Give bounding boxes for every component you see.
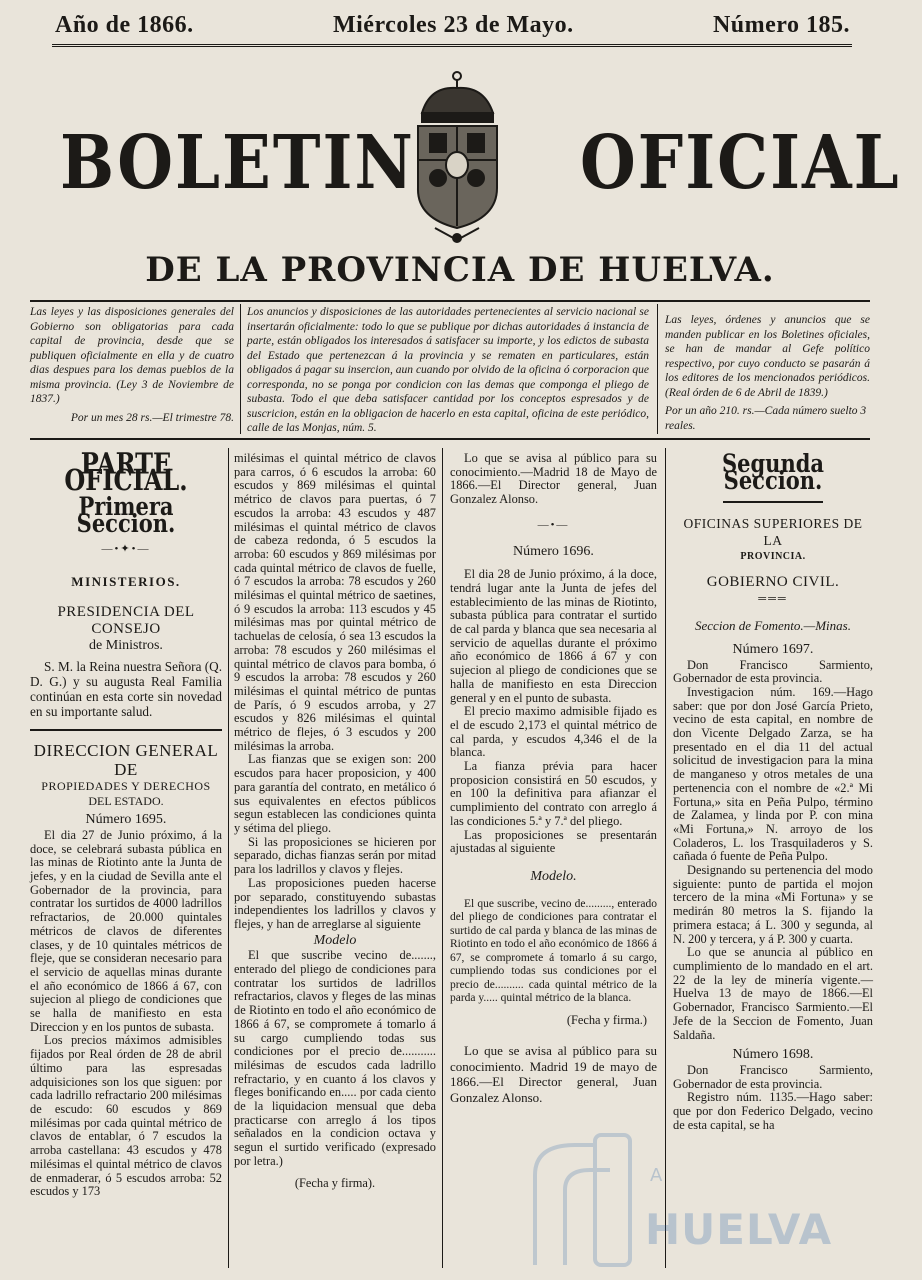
oficinas-heading: OFICINAS SUPERIORES DE LA — [683, 516, 863, 549]
paragraph: El dia 28 de Junio próximo, á la doce, tendrá lugar ante la Junta de jefes del establecimiento de las minas de Riotinto, subasta pública para contratar el surtido de cal parda y blanca que sea necesaria al servicio de aquellas durante el próximo año económico de 1866 á 67 y con sujecion al pliego de condiciones que se halla de manifiesto en esta Direccion general y en el punto de subasta. — [450, 567, 657, 705]
parte-oficial-heading: PARTE OFICIAL. — [64, 445, 188, 497]
number-1696: Número 1696. — [513, 543, 594, 559]
signature-line: (Fecha y firma). — [294, 1175, 376, 1190]
paragraph: Designando su pertenencia del modo siguiente: punto de partida el mojon tercero de la mina «Mi Fortuna» y se medirán 80 metros la S. fijando la primera estaca; á L. 300 y segunda, al N. 200 y tercera, y á P. 300 y cuarta. — [673, 863, 873, 946]
coat-of-arms-icon — [400, 68, 515, 243]
title-oficial: OFICIAL — [580, 120, 901, 207]
paragraph: Lo que se avisa al público para su conocimiento.—Madrid 18 de Mayo de 1866.—El Director general, Juan Gonzalez Alonso. — [450, 451, 657, 507]
notice-bottom-rule — [30, 438, 870, 440]
ornament-divider: —•— — [537, 518, 570, 531]
section-rule — [723, 501, 823, 503]
paragraph: El que suscribe, vecino de........., enterado del pliego de condiciones para contratar el surtido de cal parda y blanca de las minas de Riotinto en todo el año económico de 1866 á 67, se compromete á tomarlo á su cargo, cumpliendo todas sus condiciones por el precio de.......... cada quintal métrico de la parda y..... quintal métrico de la blanca. — [450, 897, 657, 1005]
presidencia-heading: PRESIDENCIA DEL CONSEJO — [57, 604, 195, 638]
paragraph: El dia 27 de Junio próximo, á la doce, se celebrará subasta pública en las minas de Riotinto ante la Junta de jefes, y en la ciudad de Sevilla ante el Gobernador de la provincia, para contratar los surtidos de 4000 ladrillos refractarios, de 20.000 quintales métricos de clavos de diferentes clases, y de 10 quintales métricos de fleje, que se consideran necesario para el servicio de aquellas minas durante el año económico de 1866 á 67, con sujecion al pliego de condiciones que se halla de manifiesto en esta Direccion y en los puntos de subasta. — [30, 827, 222, 1034]
column-3 — [450, 452, 657, 1105]
column-1 — [30, 445, 222, 1199]
issue-number: Número 185. — [712, 12, 850, 38]
notice-left-text: Las leyes y las disposiciones generales del Gobierno son obligatorias para cada capital de provincia, desde que se publiquen oficialmente en ella y de cuatro dias despues para los demas pueblos de la misma provincia. (Ley 3 de Noviembre de 1837.) — [30, 306, 234, 405]
column-4 — [673, 448, 873, 1132]
number-1697: Número 1697. — [732, 641, 814, 657]
paragraph: Don Francisco Sarmiento, Gobernador de esta provincia. — [673, 657, 873, 686]
provincia-subheading: PROVINCIA. — [740, 551, 806, 563]
masthead-line — [55, 12, 850, 39]
issue-year: Año de 1866. — [55, 12, 194, 38]
direccion-heading: DIRECCION GENERAL DE — [33, 741, 219, 780]
notice-right-price: Por un año 210. rs.—Cada número suelto 3 reales. — [665, 405, 867, 432]
propiedades-subheading: PROPIEDADES Y DERECHOS — [41, 779, 211, 794]
notice-right-text: Las leyes, órdenes y anuncios que se manden publicar en los Boletines oficiales, se han de mandar al Gefe político respectivo, por cuyo conducto se pasarán á los editores de los mencionados periódicos. (Real órden de 6 de Abril de 1839.) — [665, 314, 870, 399]
gobierno-civil-heading: GOBIERNO CIVIL. — [706, 574, 840, 591]
notice-separator — [657, 304, 658, 434]
notice-separator — [240, 304, 241, 434]
fomento-heading: Seccion de Fomento.—Minas. — [695, 618, 851, 634]
column-separator — [442, 448, 443, 1268]
paragraph: Los precios máximos admisibles fijados por Real órden de 28 de abril último para las espresadas adquisiciones son los que siguen: por cada ladrillo refractario 200 milésimas de escudo: 60 escudos y 869 milésimas por cada quintal métrico de clavos de entablar, ó 7 escudos la arroba castellana: 43 escudos y 478 milésimas el quintal métrico de clavos de enmaderar, ó 5 escudos arroba: 52 escudos y 173 — [30, 1033, 222, 1199]
paragraph: Las proposiciones se presentarán ajustadas al siguiente — [450, 827, 657, 856]
paragraph: El precio maximo admisible fijado es el de escudo 2,173 el quintal métrico de cal parda, y escudos 4,346 el de la blanca. — [450, 704, 657, 760]
paragraph: Lo que se anuncia al público en cumplimiento de lo mandado en el art. 22 de la ley de minería vigente.—Huelva 13 de mayo de 1866.—El Gobernador, Francisco Sarmiento.—El Jefe de la Seccion de Fomento, Juan Saldaña. — [673, 945, 873, 1042]
paragraph: Lo que se avisa al público para su conocimiento. Madrid 19 de mayo de 1866.—El Director general, Juan Gonzalez Alonso. — [450, 1043, 657, 1105]
section-rule — [30, 729, 222, 731]
notice-center: Los anuncios y disposiciones de las autoridades pertenecientes al servicio nacional se insertarán oficialmente: todo lo que se publique por dichas autoridades á instancia de parte, están obligados los interesados á satisfacer su importe, y los edictos de subasta del Estado que pertenezcan á la provincia y se rematen en particulares, están obligados á pagar su insercion, aun cuando por olvido de la oficina ó corporacion que corresponda, no se ponga por condicion con las demas que componga el pliego de subasta. Todo el que deba satisfacer cantidad por los conceptos espresados y de suscricion, están en la obligacion de hacerlo en esta capital, oficina de este periódico, calle de las Monjas, núm. 5. — [247, 306, 649, 434]
modelo-heading: Modelo — [313, 932, 357, 948]
column-2 — [234, 452, 436, 1190]
paragraph: Investigacion núm. 169.—Hago saber: que por don José García Prieto, vecino de esta capital, en nombre de don Vicente Delgado Zarza, se ha presentado en el dia 11 del actual solicitud de investigacion para la mina de manganeso y otros metales de una pertenencia con el nombre de «2.ª Mi Fortuna,» sita en Peña Pulpo, término de Zalamea, y linda por P. con mina «Mi Fortuna,» N. arroyo de los Coladeros, L. los Trasquiladeros y S. cañada ó fuente de Peña Pulpo. — [673, 684, 873, 864]
paragraph: El que suscribe vecino de......., enterado del pliego de condiciones para contratar los surtidos de ladrillos refractarios, clavos y fleges de las minas de Riotinto en todo el año económico de 1866 á 67, se compromete á tomarlo á su cargo cumpliendo todas sus condiciones por el precio de........... milésimas de escudos cada ladrillo refractario, y en cuanto á los clavos y fleges bonificando en..... por cada ciento de la liquidacion mensual que deba practicarse con arreglo á los tipos señalados en la condicion octava y segun el surtido verificado (expresado por letra.) — [234, 948, 436, 1168]
ministros-subheading: de Ministros. — [89, 638, 163, 654]
segunda-seccion-heading: Segunda Seccion. — [721, 448, 825, 495]
notice-right — [665, 313, 870, 433]
notice-top-rule — [30, 300, 870, 302]
paragraph: S. M. la Reina nuestra Señora (Q. D. G.) y su augusta Real Familia continúan en esta corte sin novedad en su importante salud. — [30, 659, 222, 720]
estado-subheading: DEL ESTADO. — [88, 794, 164, 809]
issue-date: Miércoles 23 de Mayo. — [332, 12, 574, 38]
ornament-divider: —•✦•— — [101, 542, 151, 555]
paragraph: La fianza prévia para hacer proposicion consistirá en 50 escudos, y en 100 la definitiva para afianzar el cumplimiento del contrato con arreglo á las condiciones 5.ª y 7.ª del pliego. — [450, 759, 657, 828]
notice-left — [30, 305, 234, 425]
primera-seccion-heading: Primera Seccion. — [76, 491, 176, 538]
column-separator — [228, 448, 229, 1268]
watermark-letter: A — [650, 1165, 663, 1186]
signature-line: (Fecha y firma.) — [566, 1012, 647, 1027]
watermark-huelva: HUELVA — [645, 1205, 833, 1254]
title-provincia: DE LA PROVINCIA DE HUELVA. — [145, 250, 775, 290]
paragraph: Las fianzas que se exigen son: 200 escudos para hacer proposicion, y 400 para garantía del contrato, en metálico ó sus equivalentes en efectos públicos segun establecen las condiciones quinta y sétima del pliego. — [234, 752, 436, 835]
paragraph: milésimas el quintal métrico de clavos para carros, ó 6 escudos la arroba: 60 escudos y 869 milésimas el quintal métrico de clavos para puertas, ó 7 escudos la arroba: 43 escudos y 487 milésimas el quintal métrico de clavos de cabeza redonda, ó 5 escudos la arroba: 60 escudos y 869 milésimas por cada quintal métrico de clavos de fuelle, ó 7 escudos la arroba: 78 escudos y 260 milésimas el quintal métrico de saetines, ó 9 escudos la arroba: 113 escudos y 45 milésimas mas por quintal métrico de tachuelas de celosía, ó sea 13 escudos la arroba: 78 escudos y 260 milésimas el quintal métrico de clavos para bomba, ó 9 escudos la arroba: 78 escudos y 260 milésimas el quintal métrico de puntas de París, ó 9 escudos arroba, y 27 escudos y 826 milésimas el quintal métrico de flejes, ó 3 escudos y 200 milésimas la arroba. — [234, 451, 436, 753]
ornament-divider: ═══ — [758, 593, 788, 606]
number-1695: Número 1695. — [85, 812, 167, 828]
title-boletin: BOLETIN — [60, 120, 415, 207]
paragraph: Las proposiciones pueden hacerse por separado, constituyendo subastas independientes los ladrillos y clavos y flejes, y han de arreglarse al siguiente — [234, 875, 436, 931]
paragraph: Don Francisco Sarmiento, Gobernador de esta provincia. — [673, 1062, 873, 1091]
masthead-rule — [52, 44, 852, 47]
modelo-heading: Modelo. — [530, 868, 577, 884]
ministerios-heading: MINISTERIOS. — [71, 573, 181, 589]
paragraph: Registro núm. 1135.—Hago saber: que por don Federico Delgado, vecino de esta capital, se ha — [673, 1090, 873, 1132]
paragraph: Si las proposiciones se hicieren por separado, dichas fianzas serán por mitad para los ladrillos y clavos y flejes. — [234, 834, 436, 877]
number-1698: Número 1698. — [732, 1047, 814, 1063]
notice-left-price: Por un mes 28 rs.—El trimestre 78. — [70, 411, 234, 424]
